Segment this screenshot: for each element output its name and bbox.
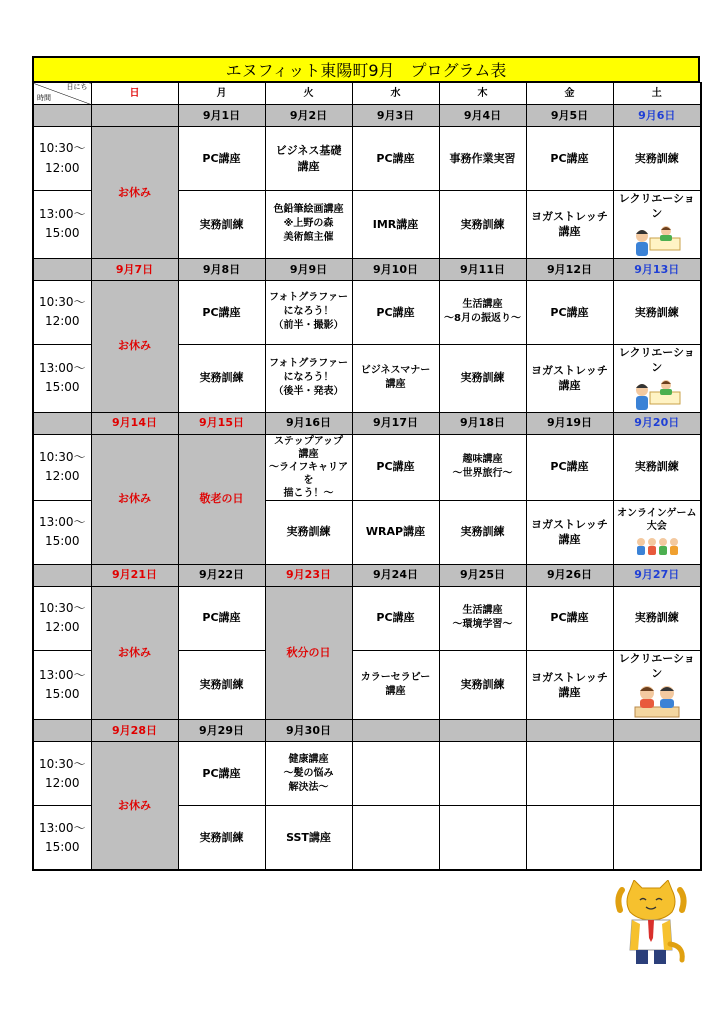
time-axis-label: 時間 [37, 94, 51, 102]
schedule-sheet [32, 56, 700, 871]
date-cell [91, 105, 178, 127]
weekday-mon: 月 [178, 83, 265, 105]
program-cell: PC講座 [178, 742, 265, 806]
date-cell: 9月20日 [613, 412, 701, 434]
program-cell: 実務訓練 [439, 191, 526, 259]
program-cell: PC講座 [352, 127, 439, 191]
time-slot-am: 10:30～ 12:00 [33, 280, 91, 344]
program-cell: ヨガストレッチ 講座 [526, 650, 613, 720]
program-cell: PC講座 [526, 280, 613, 344]
weekday-header-row [33, 83, 701, 105]
program-cell: ビジネス基礎 講座 [265, 127, 352, 191]
date-cell: 9月25日 [439, 564, 526, 586]
time-slot-am: 10:30～ 12:00 [33, 434, 91, 500]
date-cell: 9月19日 [526, 412, 613, 434]
page-title: エヌフィット東陽町9月 プログラム表 [32, 56, 700, 82]
program-cell: カラーセラピー 講座 [352, 650, 439, 720]
program-cell: SST講座 [265, 806, 352, 871]
program-label: オンラインゲーム 大会 [617, 508, 697, 533]
date-cell: 9月26日 [526, 564, 613, 586]
weekday-wed: 水 [352, 83, 439, 105]
program-cell: PC講座 [352, 586, 439, 650]
program-cell: PC講座 [526, 586, 613, 650]
date-cell: 9月14日 [91, 412, 178, 434]
holiday-cell: 敬老の日 [178, 434, 265, 564]
program-cell-recreation [613, 650, 701, 720]
date-cell: 9月15日 [178, 412, 265, 434]
program-cell: 実務訓練 [439, 500, 526, 564]
program-cell: ヨガストレッチ 講座 [526, 500, 613, 564]
program-cell: 実務訓練 [613, 434, 701, 500]
date-cell: 9月1日 [178, 105, 265, 127]
program-cell: PC講座 [526, 127, 613, 191]
empty-cell [613, 806, 701, 871]
empty-cell [352, 742, 439, 806]
empty-cell [439, 742, 526, 806]
date-row [33, 258, 701, 280]
cat-mascot-illustration [612, 880, 690, 968]
date-cell: 9月28日 [91, 720, 178, 742]
program-cell: PC講座 [352, 280, 439, 344]
am-row [33, 127, 701, 191]
program-cell: 実務訓練 [178, 191, 265, 259]
time-slot-pm: 13:00～ 15:00 [33, 650, 91, 720]
holiday-cell: お休み [91, 434, 178, 564]
online-game-illustration [635, 535, 679, 557]
date-row [33, 564, 701, 586]
time-slot-pm: 13:00～ 15:00 [33, 500, 91, 564]
date-cell: 9月21日 [91, 564, 178, 586]
program-cell: ヨガストレッチ 講座 [526, 191, 613, 259]
date-cell: 9月23日 [265, 564, 352, 586]
program-cell: WRAP講座 [352, 500, 439, 564]
date-row-spacer [33, 258, 91, 280]
weekday-sat: 土 [613, 83, 701, 105]
schedule-table [32, 82, 702, 871]
weekday-fri: 金 [526, 83, 613, 105]
date-cell: 9月30日 [265, 720, 352, 742]
date-cell: 9月29日 [178, 720, 265, 742]
empty-cell [526, 742, 613, 806]
time-slot-am: 10:30～ 12:00 [33, 586, 91, 650]
program-label: レクリエーション [618, 345, 695, 375]
am-row [33, 742, 701, 806]
date-cell: 9月4日 [439, 105, 526, 127]
date-cell [613, 720, 701, 742]
program-cell: 実務訓練 [613, 586, 701, 650]
time-slot-pm: 13:00～ 15:00 [33, 806, 91, 871]
program-cell: フォトグラファー になろう！ （前半・撮影） [265, 280, 352, 344]
time-slot-am: 10:30～ 12:00 [33, 742, 91, 806]
date-row-spacer [33, 412, 91, 434]
program-cell: 実務訓練 [178, 344, 265, 412]
date-cell: 9月12日 [526, 258, 613, 280]
program-cell: 生活講座 ～8月の振返り～ [439, 280, 526, 344]
program-cell: 実務訓練 [178, 806, 265, 871]
recreation-illustration [632, 378, 682, 412]
date-cell [352, 720, 439, 742]
date-cell: 9月3日 [352, 105, 439, 127]
time-slot-pm: 13:00～ 15:00 [33, 191, 91, 259]
program-label: レクリエーション [618, 651, 695, 680]
date-row [33, 105, 701, 127]
date-cell: 9月5日 [526, 105, 613, 127]
program-cell: 趣味講座 ～世界旅行～ [439, 434, 526, 500]
time-slot-pm: 13:00～ 15:00 [33, 344, 91, 412]
time-slot-am: 10:30～ 12:00 [33, 127, 91, 191]
date-row-spacer [33, 720, 91, 742]
am-row [33, 434, 701, 500]
date-cell: 9月8日 [178, 258, 265, 280]
program-cell: ビジネスマナー 講座 [352, 344, 439, 412]
program-cell: 事務作業実習 [439, 127, 526, 191]
program-cell: PC講座 [178, 280, 265, 344]
program-cell: 実務訓練 [613, 127, 701, 191]
date-cell: 9月22日 [178, 564, 265, 586]
empty-cell [526, 806, 613, 871]
program-cell: PC講座 [526, 434, 613, 500]
program-label: レクリエーション [618, 192, 695, 221]
date-cell: 9月18日 [439, 412, 526, 434]
date-cell: 9月17日 [352, 412, 439, 434]
program-cell: フォトグラファー になろう！ （後半・発表） [265, 344, 352, 412]
date-cell [439, 720, 526, 742]
date-cell: 9月2日 [265, 105, 352, 127]
date-cell: 9月7日 [91, 258, 178, 280]
program-cell: 実務訓練 [439, 650, 526, 720]
date-cell: 9月6日 [613, 105, 701, 127]
date-cell: 9月24日 [352, 564, 439, 586]
program-cell: 健康講座 ～髪の悩み 解決法～ [265, 742, 352, 806]
day-axis-label: 日にち [66, 83, 88, 91]
program-cell-recreation [613, 344, 701, 412]
date-cell: 9月11日 [439, 258, 526, 280]
program-cell: 実務訓練 [265, 500, 352, 564]
date-row-spacer [33, 105, 91, 127]
program-cell: IMR講座 [352, 191, 439, 259]
program-cell-recreation [613, 191, 701, 259]
date-cell: 9月9日 [265, 258, 352, 280]
weekday-sun: 日 [91, 83, 178, 105]
am-row [33, 280, 701, 344]
program-cell: ヨガストレッチ 講座 [526, 344, 613, 412]
recreation-illustration [632, 224, 682, 258]
date-cell [526, 720, 613, 742]
program-cell: ステップアップ 講座 ～ライフキャリアを 描こう！～ [265, 434, 352, 500]
weekday-thu: 木 [439, 83, 526, 105]
recreation-illustration [633, 683, 681, 719]
holiday-cell: お休み [91, 742, 178, 871]
date-cell: 9月16日 [265, 412, 352, 434]
holiday-cell: お休み [91, 586, 178, 720]
holiday-cell: 秋分の日 [265, 586, 352, 720]
date-row [33, 720, 701, 742]
empty-cell [613, 742, 701, 806]
empty-cell [439, 806, 526, 871]
date-cell: 9月10日 [352, 258, 439, 280]
date-cell: 9月13日 [613, 258, 701, 280]
empty-cell [352, 806, 439, 871]
holiday-cell: お休み [91, 127, 178, 259]
program-cell: 実務訓練 [178, 650, 265, 720]
weekday-tue: 火 [265, 83, 352, 105]
program-cell: PC講座 [352, 434, 439, 500]
program-cell: 実務訓練 [439, 344, 526, 412]
date-cell: 9月27日 [613, 564, 701, 586]
program-cell: 実務訓練 [613, 280, 701, 344]
date-row [33, 412, 701, 434]
program-cell-online-game [613, 500, 701, 564]
am-row [33, 586, 701, 650]
program-cell: 生活講座 ～環境学習～ [439, 586, 526, 650]
date-row-spacer [33, 564, 91, 586]
program-cell: PC講座 [178, 127, 265, 191]
program-cell: 色鉛筆絵画講座 ※上野の森 美術館主催 [265, 191, 352, 259]
holiday-cell: お休み [91, 280, 178, 412]
corner-cell [33, 83, 91, 105]
program-cell: PC講座 [178, 586, 265, 650]
